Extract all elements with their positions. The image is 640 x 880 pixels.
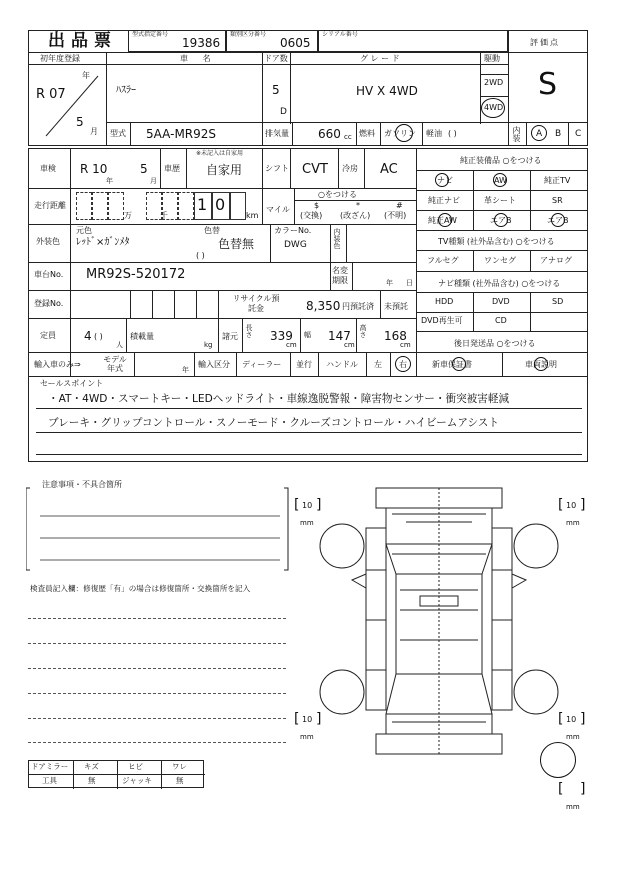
tire-rr-bracket-end: ] xyxy=(580,711,586,727)
col-line-3 xyxy=(290,52,291,124)
mile-sep-2 xyxy=(294,188,295,224)
ac-label: 冷房 xyxy=(342,164,358,173)
interior-b: B xyxy=(555,129,562,139)
ac-value: AC xyxy=(380,162,398,177)
car-diagram xyxy=(296,470,586,770)
form-title: 出品票 xyxy=(48,31,117,51)
capacity-paren: ( ) xyxy=(94,332,103,341)
tire-rr-bracket: [ xyxy=(558,711,564,727)
handle-sep-2 xyxy=(366,352,367,376)
equip-r2c3: SR xyxy=(552,196,563,205)
navi-dvd: DVD xyxy=(492,297,510,306)
color-label: 外装色 xyxy=(36,237,60,246)
serial-label: シリアル番号 xyxy=(322,31,358,38)
displacement-value: 660 xyxy=(318,127,341,141)
int-color-sep-2 xyxy=(346,224,347,262)
color-code-value: DWG xyxy=(284,240,307,250)
model-label: 型式 xyxy=(110,129,126,138)
name-change-label: 名変期限 xyxy=(332,266,348,285)
tire-rr-unit: mm xyxy=(566,733,580,741)
parallel-sep xyxy=(290,352,291,376)
import-parallel: 並行 xyxy=(296,360,312,369)
sales-line-2: ブレーキ・グリップコントロール・スノーモード・クルーズコントロール・ハイビームアシスト xyxy=(48,417,499,429)
reg-bottom xyxy=(28,318,416,319)
interior-c: C xyxy=(575,129,582,139)
name-change-year: 年 xyxy=(386,279,393,287)
interior-sep-2 xyxy=(526,122,527,146)
doors-type: D xyxy=(280,107,287,117)
spare-bracket-end: ] xyxy=(580,781,586,797)
reg-label: 登録No. xyxy=(34,299,64,308)
interior-sep-3 xyxy=(568,122,569,146)
length-value: 339 xyxy=(270,329,293,343)
load-sep xyxy=(126,318,127,352)
grade-label-line xyxy=(508,52,588,53)
capacity-bottom xyxy=(28,352,416,353)
grade-value: S xyxy=(538,67,558,102)
first-reg-month-unit: 月 xyxy=(90,127,98,136)
check-r1c4: ワレ xyxy=(172,762,187,771)
tire-fr-bracket-end: ] xyxy=(580,497,586,513)
ac-sep-2 xyxy=(364,148,365,188)
handle-label: ハンドル xyxy=(326,360,358,369)
category-label: 類別区分番号 xyxy=(230,31,267,38)
fuel-diesel: 軽油 xyxy=(426,129,442,138)
navi-dvd-play: DVD再生可 xyxy=(421,316,463,325)
col-line-2 xyxy=(262,52,263,124)
inspector-line-3 xyxy=(28,668,286,669)
shaken-bottom xyxy=(28,188,416,189)
tv-one: ワンセグ xyxy=(484,256,516,265)
doors-label: ドア数 xyxy=(264,54,288,63)
width-unit: cm xyxy=(344,341,355,349)
tire-rr-value: 10 xyxy=(566,715,577,724)
history-label: 車歴 xyxy=(164,164,180,173)
size-label: 諸元 xyxy=(222,332,238,341)
post-manual: 車両説明 xyxy=(525,360,557,369)
drive-label: 駆動 xyxy=(484,54,500,63)
tv-analog: アナログ xyxy=(540,256,572,265)
row1-bottom-line xyxy=(106,122,508,123)
recycle-value: 8,350 xyxy=(306,299,341,313)
import-bottom xyxy=(28,376,588,377)
import-cat-sep xyxy=(194,352,195,376)
height-value: 168 xyxy=(384,329,407,343)
post-header: 後日発送品 ○をつける xyxy=(454,339,536,348)
size-sep xyxy=(218,318,219,352)
navi-cd: CD xyxy=(495,316,507,325)
inspector-line-2 xyxy=(28,643,286,644)
shaken-label: 車検 xyxy=(40,164,56,173)
handle-left: 左 xyxy=(374,360,382,369)
notes-bracket xyxy=(26,486,290,576)
equip-r3c1-circle xyxy=(438,213,452,227)
mile-label: マイル xyxy=(266,205,290,214)
equip-r3c1: 純正AW xyxy=(428,216,457,225)
interior-color-label: 内装色 xyxy=(333,228,341,249)
mileage-unit: km xyxy=(246,211,259,220)
car-name-value: ﾊｽﾗｰ xyxy=(116,85,136,96)
drive-2wd: 2WD xyxy=(484,78,504,87)
recycle-label: リサイクル預託金 xyxy=(232,294,280,313)
capacity-label: 定員 xyxy=(40,331,56,340)
sales-underline-2 xyxy=(36,432,582,433)
sales-underline-1 xyxy=(36,408,582,409)
shaken-month-unit: 月 xyxy=(150,177,157,185)
tv-header: TV種類 (社外品含む) ○をつける xyxy=(438,237,555,246)
check-r2c4: 無 xyxy=(176,776,184,785)
check-r2c3: ジャッキ xyxy=(122,776,152,785)
first-reg-year-unit: 年 xyxy=(82,71,90,80)
recycle-suffix: 円預託済 xyxy=(342,302,374,311)
handle-right: 右 xyxy=(399,360,407,369)
navi-header: ナビ種類 (社外品含む) ○をつける xyxy=(438,279,561,288)
size-sep-2 xyxy=(242,318,243,352)
equip-r1c3: 純正TV xyxy=(544,176,571,185)
inspector-line-1 xyxy=(28,618,286,619)
check-r2c1: 工具 xyxy=(42,776,57,785)
dealer-sep xyxy=(236,352,237,376)
check-r1c3: ヒビ xyxy=(128,762,143,771)
post-grid xyxy=(416,352,588,353)
equip-r2c1: 純正ナビ xyxy=(428,196,460,205)
tire-rl-value: 10 xyxy=(302,715,313,724)
fuel-paren: ( ) xyxy=(448,129,457,138)
equip-r3c3: エアB xyxy=(547,216,569,225)
width-value: 147 xyxy=(328,329,351,343)
tire-fl-bracket: [ xyxy=(294,497,300,513)
navi-hdd: HDD xyxy=(435,297,454,306)
sales-underline-3 xyxy=(36,454,582,455)
row1-top-line xyxy=(28,52,508,53)
color-bottom xyxy=(28,262,416,263)
equip-r3c2: エアB xyxy=(490,216,512,225)
equip-r1c1-circle xyxy=(435,173,449,187)
first-reg-era: R 07 xyxy=(36,87,66,102)
spare-tire xyxy=(540,742,576,778)
hue-label: 色替 xyxy=(204,226,220,235)
history-sep-2 xyxy=(186,148,187,188)
import-label: 輸入車のみ⇒ xyxy=(34,360,81,369)
mileage-label: 走行距離 xyxy=(34,201,66,210)
interior-sep xyxy=(508,122,588,123)
shaken-era: R 10 xyxy=(80,162,108,176)
equip-r1c1: ナビ xyxy=(437,176,453,185)
chassis-label: 車台No. xyxy=(34,270,64,279)
opt3-sym: # xyxy=(396,201,403,210)
equip-r1c2: AW xyxy=(494,176,507,185)
capacity-unit: 人 xyxy=(116,341,123,349)
model-year-label: モデル年式 xyxy=(103,355,127,374)
drive-sep-2 xyxy=(480,96,508,97)
shaken-year-unit: 年 xyxy=(106,177,113,185)
color-code-label: カラーNo. xyxy=(274,226,312,235)
fuel-sep-3 xyxy=(422,122,423,146)
mileage-digit2: 0 xyxy=(215,195,226,214)
fuel-gas-circle xyxy=(395,124,413,142)
col-line-4 xyxy=(480,52,481,124)
opt1-text: (交換) xyxy=(300,211,323,220)
tire-rl-bracket: [ xyxy=(294,711,300,727)
check-r1c1: ドアミラー xyxy=(31,762,69,771)
inspector-line-4 xyxy=(28,693,286,694)
fuel-label: 燃料 xyxy=(359,129,375,138)
first-reg-month: 5 xyxy=(76,115,84,129)
model-cert-value: 19386 xyxy=(182,36,221,50)
shift-sep-2 xyxy=(290,148,291,188)
mileage-sen: 千 xyxy=(160,211,168,220)
disp-sep-2 xyxy=(292,122,293,146)
grade-label: 評価点 xyxy=(530,38,560,47)
tire-fr-bracket: [ xyxy=(558,497,564,513)
ac-sep xyxy=(338,148,339,188)
load-label: 積載量 xyxy=(130,332,154,341)
equip-header: 純正装備品 ○をつける xyxy=(460,156,542,165)
spare-unit: mm xyxy=(566,803,580,811)
hue-paren: ( ) xyxy=(196,251,205,260)
tire-fl-bracket-end: ] xyxy=(316,497,322,513)
tire-rl-bracket-end: ] xyxy=(316,711,322,727)
name-change-sep-2 xyxy=(352,262,353,290)
history-note: ※未記入は自家用 xyxy=(196,150,244,157)
mileage-digit1: 1 xyxy=(197,195,208,214)
reg-cells xyxy=(130,290,226,318)
sales-line-1: ・AT・4WD・スマートキー・LEDヘッドライト・車線逸脱警報・障害物センサー・衝突被害軽減 xyxy=(48,393,510,405)
sales-label: セールスポイント xyxy=(40,379,104,388)
length-unit: cm xyxy=(286,341,297,349)
model-value: 5AA-MR92S xyxy=(146,127,217,141)
post-warranty: 新車保証書 xyxy=(432,360,472,369)
opt2-sym: * xyxy=(356,201,360,210)
model-year-sep xyxy=(134,352,135,376)
fuel-sep-2 xyxy=(380,122,381,146)
mileage-man: 万 xyxy=(124,211,132,220)
interior-a-circle xyxy=(531,125,547,141)
code-sep xyxy=(270,224,271,262)
handle-sep-3 xyxy=(390,352,391,376)
tire-fr-value: 10 xyxy=(566,501,577,510)
spare-bracket: [ xyxy=(558,781,564,797)
doors-value: 5 xyxy=(272,83,280,97)
grade-col-label: グ レ ー ド xyxy=(360,54,400,63)
height-label: 高さ xyxy=(359,324,367,338)
drive-sep-1 xyxy=(480,74,508,75)
category-value: 0605 xyxy=(280,36,311,50)
shift-label: シフト xyxy=(265,164,289,173)
opt2-text: (改ざん) xyxy=(340,211,371,220)
row1-label-line xyxy=(28,64,508,65)
tire-fl-unit: mm xyxy=(300,519,314,527)
first-reg-label: 初年度登録 xyxy=(40,54,80,63)
tire-fr-unit: mm xyxy=(566,519,580,527)
orig-color-label: 元色 xyxy=(76,226,92,235)
fuel-gas: ガソリン xyxy=(384,129,416,138)
hue-value: 色替無 xyxy=(218,237,255,251)
navi-sd: SD xyxy=(552,297,564,306)
chassis-value: MR92S-520172 xyxy=(86,267,186,282)
col-line-1 xyxy=(106,52,107,146)
car-name-label: 車 名 xyxy=(180,54,217,63)
odo-boxes xyxy=(76,192,262,220)
inspector-line-5 xyxy=(28,718,286,719)
equip-r1c2-circle xyxy=(493,173,507,187)
handle-sep xyxy=(318,352,319,376)
interior-a: A xyxy=(536,129,543,139)
name-change-day: 日 xyxy=(406,279,413,287)
import-category-label: 輸入区分 xyxy=(198,360,230,369)
model-year-unit: 年 xyxy=(182,366,189,374)
int-color-sep xyxy=(330,224,331,262)
post-manual-circle xyxy=(534,357,548,371)
opt3-text: (不明) xyxy=(384,211,407,220)
model-cert-label: 型式指定番号 xyxy=(132,31,169,38)
height-unit: cm xyxy=(400,341,411,349)
import-dealer: ディーラー xyxy=(242,360,282,369)
shift-value: CVT xyxy=(302,162,328,177)
shaken-month: 5 xyxy=(140,162,148,176)
capacity-value: 4 xyxy=(84,329,92,343)
displacement-label: 排気量 xyxy=(265,129,289,138)
check-r1c2: キズ xyxy=(84,762,99,771)
inspector-line-6 xyxy=(28,742,286,743)
opt1-sym: $ xyxy=(314,201,320,210)
mileage-circle-note: ○をつける xyxy=(318,190,357,199)
notes-label: 注意事項・不具合箇所 xyxy=(42,480,122,489)
equip-r3c3-circle xyxy=(551,213,565,227)
post-warranty-circle xyxy=(452,357,466,371)
length-label: 長さ xyxy=(245,324,253,338)
displacement-unit: cc xyxy=(344,133,352,141)
not-deposited-sep xyxy=(380,290,381,318)
grade-value-text: HV X 4WD xyxy=(356,84,418,98)
check-r2c2: 無 xyxy=(88,776,96,785)
equip-r2c2: 革シート xyxy=(484,196,516,205)
interior-label: 内装 xyxy=(512,126,521,142)
mileage-bottom xyxy=(28,224,416,225)
orig-color-value: ﾚｯﾄﾞ×ｶﾞﾝﾒﾀ xyxy=(76,237,130,248)
load-unit: kg xyxy=(204,341,213,349)
inspector-label: 検査員記入欄：修復歴「有」の場合は修復箇所・交換箇所を記入 xyxy=(30,584,251,593)
history-sep xyxy=(160,148,161,188)
history-value: 自家用 xyxy=(206,163,243,177)
tire-fl-value: 10 xyxy=(302,501,313,510)
handle-right-circle xyxy=(395,356,411,372)
disp-sep xyxy=(262,122,263,146)
name-change-sep xyxy=(330,262,331,290)
width-label: 幅 xyxy=(304,331,311,339)
tire-rl-unit: mm xyxy=(300,733,314,741)
shift-sep xyxy=(262,148,263,188)
equip-r3c2-circle xyxy=(494,213,508,227)
width-sep xyxy=(300,318,301,352)
height-sep xyxy=(356,318,357,352)
mile-sep xyxy=(262,188,263,224)
not-deposited: 未預託 xyxy=(384,302,408,311)
model-sep xyxy=(130,122,131,146)
fuel-sep xyxy=(356,122,357,146)
drive-4wd-circle xyxy=(481,98,505,118)
tv-full: フルセグ xyxy=(427,256,459,265)
drive-4wd: 4WD xyxy=(484,103,504,112)
